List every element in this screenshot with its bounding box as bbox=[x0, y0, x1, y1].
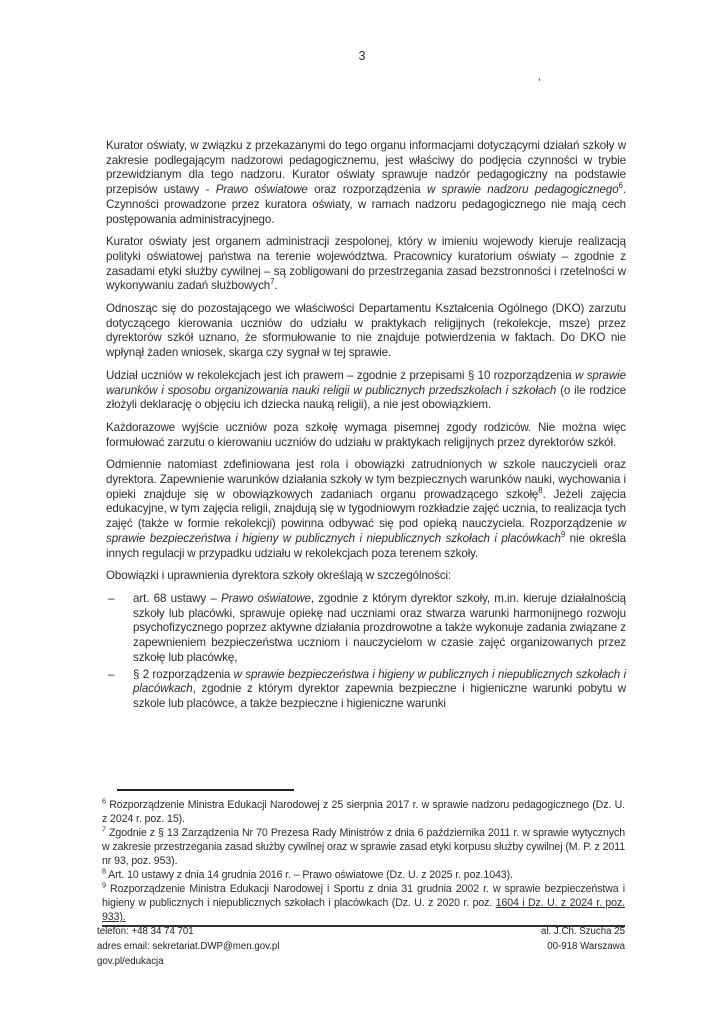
footnote-6: $^6$ Rozporządzenie Ministra Edukacji Narodowej z 25 sierpnia 2017 r. w sprawie nadzoru pedagogicznego (Dz. U. z 2024 r. poz. 15). bbox=[102, 796, 625, 825]
list-item-par2 bbox=[106, 668, 626, 712]
bullet-dash: – bbox=[108, 667, 115, 681]
paragraph-kurator-nadzor: Kurator oświaty, w związku z przekazanymi do tego organu informacjami dotyczącymi działań szkoły w zakresie podlegającym nadzorowi pedagogicznemu, jest właściwy do podjęcia czynności w trybie przewidzianym dla tego nadzoru. Kurator oświaty sprawuje nadzór pedagogiczny na podstawie przepisów ustawy - Prawo oświatowe oraz rozporządzenia w sprawie nadzoru pedagogicznego$^6$. Czynności prowadzone przez kuratora oświaty, w ramach nadzoru pedagogicznego nie mają cech postępowania administracyjnego. bbox=[106, 139, 627, 226]
footer-city: 00-918 Warszawa bbox=[547, 941, 625, 952]
body-text bbox=[106, 139, 626, 714]
footer-phone: telefon: +48 34 74 701 bbox=[97, 926, 194, 937]
paragraph-dko-zarzut: Odnosząc się do pozostającego we właściwości Departamentu Kształcenia Ogólnego (DKO) zarzutu dotyczącego kierowania uczniów do udziału w praktykach religijnych (rekolekcje, msze) przez dyrektorów szkół uznano, że sformułowanie to nie znajduje potwierdzenia w faktach. Do DKO nie wpłynął żaden wniosek, skarga czy sygnał w tej sprawie. bbox=[106, 302, 626, 360]
paragraph-administracja-zespolona: Kurator oświaty jest organem administracji zespolonej, który w imieniu wojewody kieruje realizacją polityki oświatowej państwa na terenie województwa. Pracownicy kuratorium oświaty – zgodnie z zasadami etyki służby cywilnej – są zobligowani do przestrzegania zasad bezstronności i rzetelności w wykonywaniu zadań służbowych$^7$. bbox=[106, 235, 626, 293]
paragraph-zgoda-rodzicow: Każdorazowe wyjście uczniów poza szkołę wymaga pisemnej zgody rodziców. Nie można więc formułować zarzutu o kierowaniu uczniów do udziału w praktykach religijnych przez dyrektorów szkół. bbox=[106, 420, 626, 449]
footnote-8: $^8$ Art. 10 ustawy z dnia 14 grudnia 2016 r. – Prawo oświatowe (Dz. U. z 2025 r. poz.1043). bbox=[102, 866, 513, 881]
paragraph-rola-nauczycieli: Odmiennie natomiast zdefiniowana jest rola i obowiązki zatrudnionych w szkole nauczycieli oraz dyrektora. Zapewnienie warunków działania szkoły w tym bezpiecznych warunków nauki, wychowania i opieki znajduje się w obowiązkowych zadaniach organu prowadzącego szkołę$^8$. Jeżeli zajęcia edukacyjne, w tym zajęcia religii, znajdują się w tygodniowym rozkładzie zajęć ucznia, to realizacja tych zajęć (także w formie rekolekcji) powinna odbywać się pod opieką nauczyciela. Rozporządzenie w sprawie bezpieczeństwa i higieny w publicznych i niepublicznych szkołach i placówkach$^9$ nie określa innych regulacji w przypadku udziału w rekolekcjach poza terenem szkoły. bbox=[106, 458, 627, 560]
footer-website: gov.pl/edukacja bbox=[97, 956, 164, 967]
footnote-9: $^9$ Rozporządzenie Ministra Edukacji Narodowej i Sportu z dnia 31 grudnia 2002 r. w sprawie bezpieczeństwa i higieny w publicznych i niepublicznych szkołach i placówkach (Dz. U. z 2020 r. poz. 1604 i Dz. U. z 2024 r. poz. 933). bbox=[102, 880, 625, 923]
footer-email: adres email: sekretariat.DWP@men.gov.pl bbox=[97, 941, 280, 952]
footer-contact-block bbox=[97, 924, 279, 969]
footnote-7: $^7$ Zgodnie z § 13 Zarządzenia Nr 70 Prezesa Rady Ministrów z dnia 6 października 2011 r. w sprawie wytycznych w zakresie przestrzegania zasad służby cywilnej oraz w sprawie zasad etyki korpusu służby cywilnej (M. P. z 2011 nr 93, poz. 953). bbox=[102, 824, 625, 867]
list-item-text: § 2 rozporządzenia w sprawie bezpieczeństwa i higieny w publicznych i niepublicznych szkołach i placówkach, zgodnie z którym dyrektor zapewnia bezpieczne i higieniczne warunki pobytu w szkole lub placówce, a także bezpieczne i higieniczne warunki bbox=[133, 667, 626, 710]
list-item-text: art. 68 ustawy – Prawo oświatowe, zgodnie z którym dyrektor szkoły, m.in. kieruje działalnością szkoły lub placówki, sprawuje opiekę nad uczniami oraz stwarza warunki harmonijnego rozwoju psychofizycznego poprzez aktywne działania prozdrowotne a także wykonuje zadania związane z zapewnieniem bezpieczeństwa uczniom i nauczycielom w czasie zajęć organizowanych przez szkołę lub placówkę, bbox=[133, 591, 626, 664]
paragraph-udzial-rekolekcje: Udział uczniów w rekolekcjach jest ich prawem – zgodnie z przepisami § 10 rozporządzenia w sprawie warunków i sposobu organizowania nauki religii w publicznych przedszkolach i szkołach (o ile rodzice złożyli deklarację o objęciu ich dziecka nauką religii), a nie jest obowiązkiem. bbox=[106, 368, 626, 412]
footnotes bbox=[102, 798, 625, 927]
scan-speck: ’ bbox=[538, 76, 541, 90]
footer-address-block bbox=[541, 924, 625, 969]
bullet-dash: – bbox=[108, 591, 115, 605]
list-item-art68 bbox=[106, 592, 626, 666]
page-footer bbox=[97, 924, 625, 969]
paragraph-list-intro: Obowiązki i uprawnienia dyrektora szkoły określają w szczególności: bbox=[106, 569, 452, 583]
footnote-separator-line bbox=[117, 789, 294, 791]
footer-street: al. J.Ch. Szucha 25 bbox=[540, 926, 625, 937]
page-number: 3 bbox=[358, 49, 366, 63]
